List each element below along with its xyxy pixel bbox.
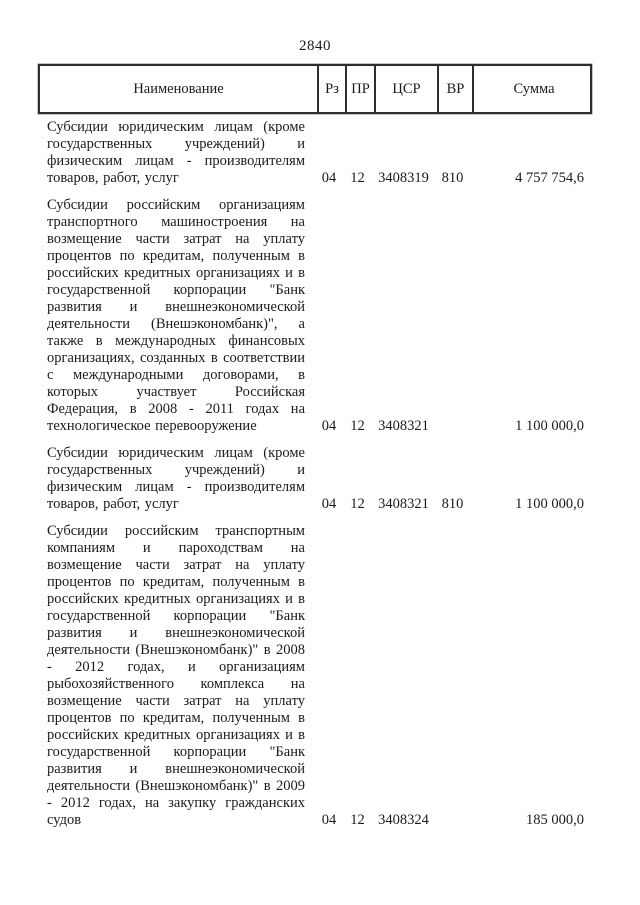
cell-rz: 04 <box>321 812 337 828</box>
table-row <box>38 445 592 513</box>
cell-csr: 3408321 <box>378 496 429 512</box>
table-header-row <box>38 64 592 114</box>
cell-csr: 3408321 <box>378 418 429 434</box>
cell-rz: 04 <box>321 496 337 512</box>
cell-vr: 810 <box>441 496 464 512</box>
cell-rz: 04 <box>321 418 337 434</box>
cell-pr: 12 <box>350 812 365 828</box>
cell-pr: 12 <box>350 496 365 512</box>
table-row <box>38 197 592 435</box>
table-row <box>38 119 592 187</box>
budget-table <box>38 64 592 829</box>
cell-vr: 810 <box>441 170 464 186</box>
page-number: 2840 <box>299 38 331 54</box>
cell-name: Субсидии российским организациям транспортного машиностроения на возмещение части затрат на уплату процентов по кредитам, полученным в российских кредитных организациях и в государственной корпорации "Банк развития и внешнеэкономической деятельности (Внешэкономбанк)", а также в международных финансовых организациях, созданных в соответствии с международными договорами, в которых участвует Российская Федерация, в 2008 - 2011 годах на технологическое перевооружение <box>47 197 305 434</box>
cell-summa: 1 100 000,0 <box>515 496 584 512</box>
cell-pr: 12 <box>350 170 365 186</box>
column-header-rz: Рз <box>317 66 345 112</box>
column-header-vr: ВР <box>437 66 472 112</box>
cell-csr: 3408319 <box>378 170 429 186</box>
table-body <box>38 119 592 829</box>
cell-summa: 1 100 000,0 <box>515 418 584 434</box>
cell-rz: 04 <box>321 170 337 186</box>
table-row <box>38 523 592 829</box>
column-header-pr: ПР <box>345 66 374 112</box>
cell-name: Субсидии юридическим лицам (кроме государственных учреждений) и физическим лицам - производителям товаров, работ, услуг <box>47 119 305 186</box>
column-header-name: Наименование <box>133 80 224 97</box>
cell-name: Субсидии юридическим лицам (кроме государственных учреждений) и физическим лицам - производителям товаров, работ, услуг <box>47 445 305 512</box>
cell-csr: 3408324 <box>378 812 429 828</box>
cell-name: Субсидии российским транспортным компаниям и пароходствам на возмещение части затрат на уплату процентов по кредитам, полученным в российских кредитных организациях и в государственной корпорации "Банк развития и внешнеэкономической деятельности (Внешэкономбанк)" в 2008 - 2012 годах, и организациям рыбохозяйственного комплекса на возмещение части затрат на уплату процентов по кредитам, полученным в российских кредитных организациях и в государственной корпорации "Банк развития и внешнеэкономической деятельности (Внешэкономбанк)" в 2009 - 2012 годах, на закупку гражданских судов <box>47 523 305 828</box>
cell-summa: 185 000,0 <box>526 812 584 828</box>
cell-summa: 4 757 754,6 <box>515 170 584 186</box>
column-header-summa: Сумма <box>472 66 594 112</box>
cell-pr: 12 <box>350 418 365 434</box>
column-header-csr: ЦСР <box>374 66 437 112</box>
